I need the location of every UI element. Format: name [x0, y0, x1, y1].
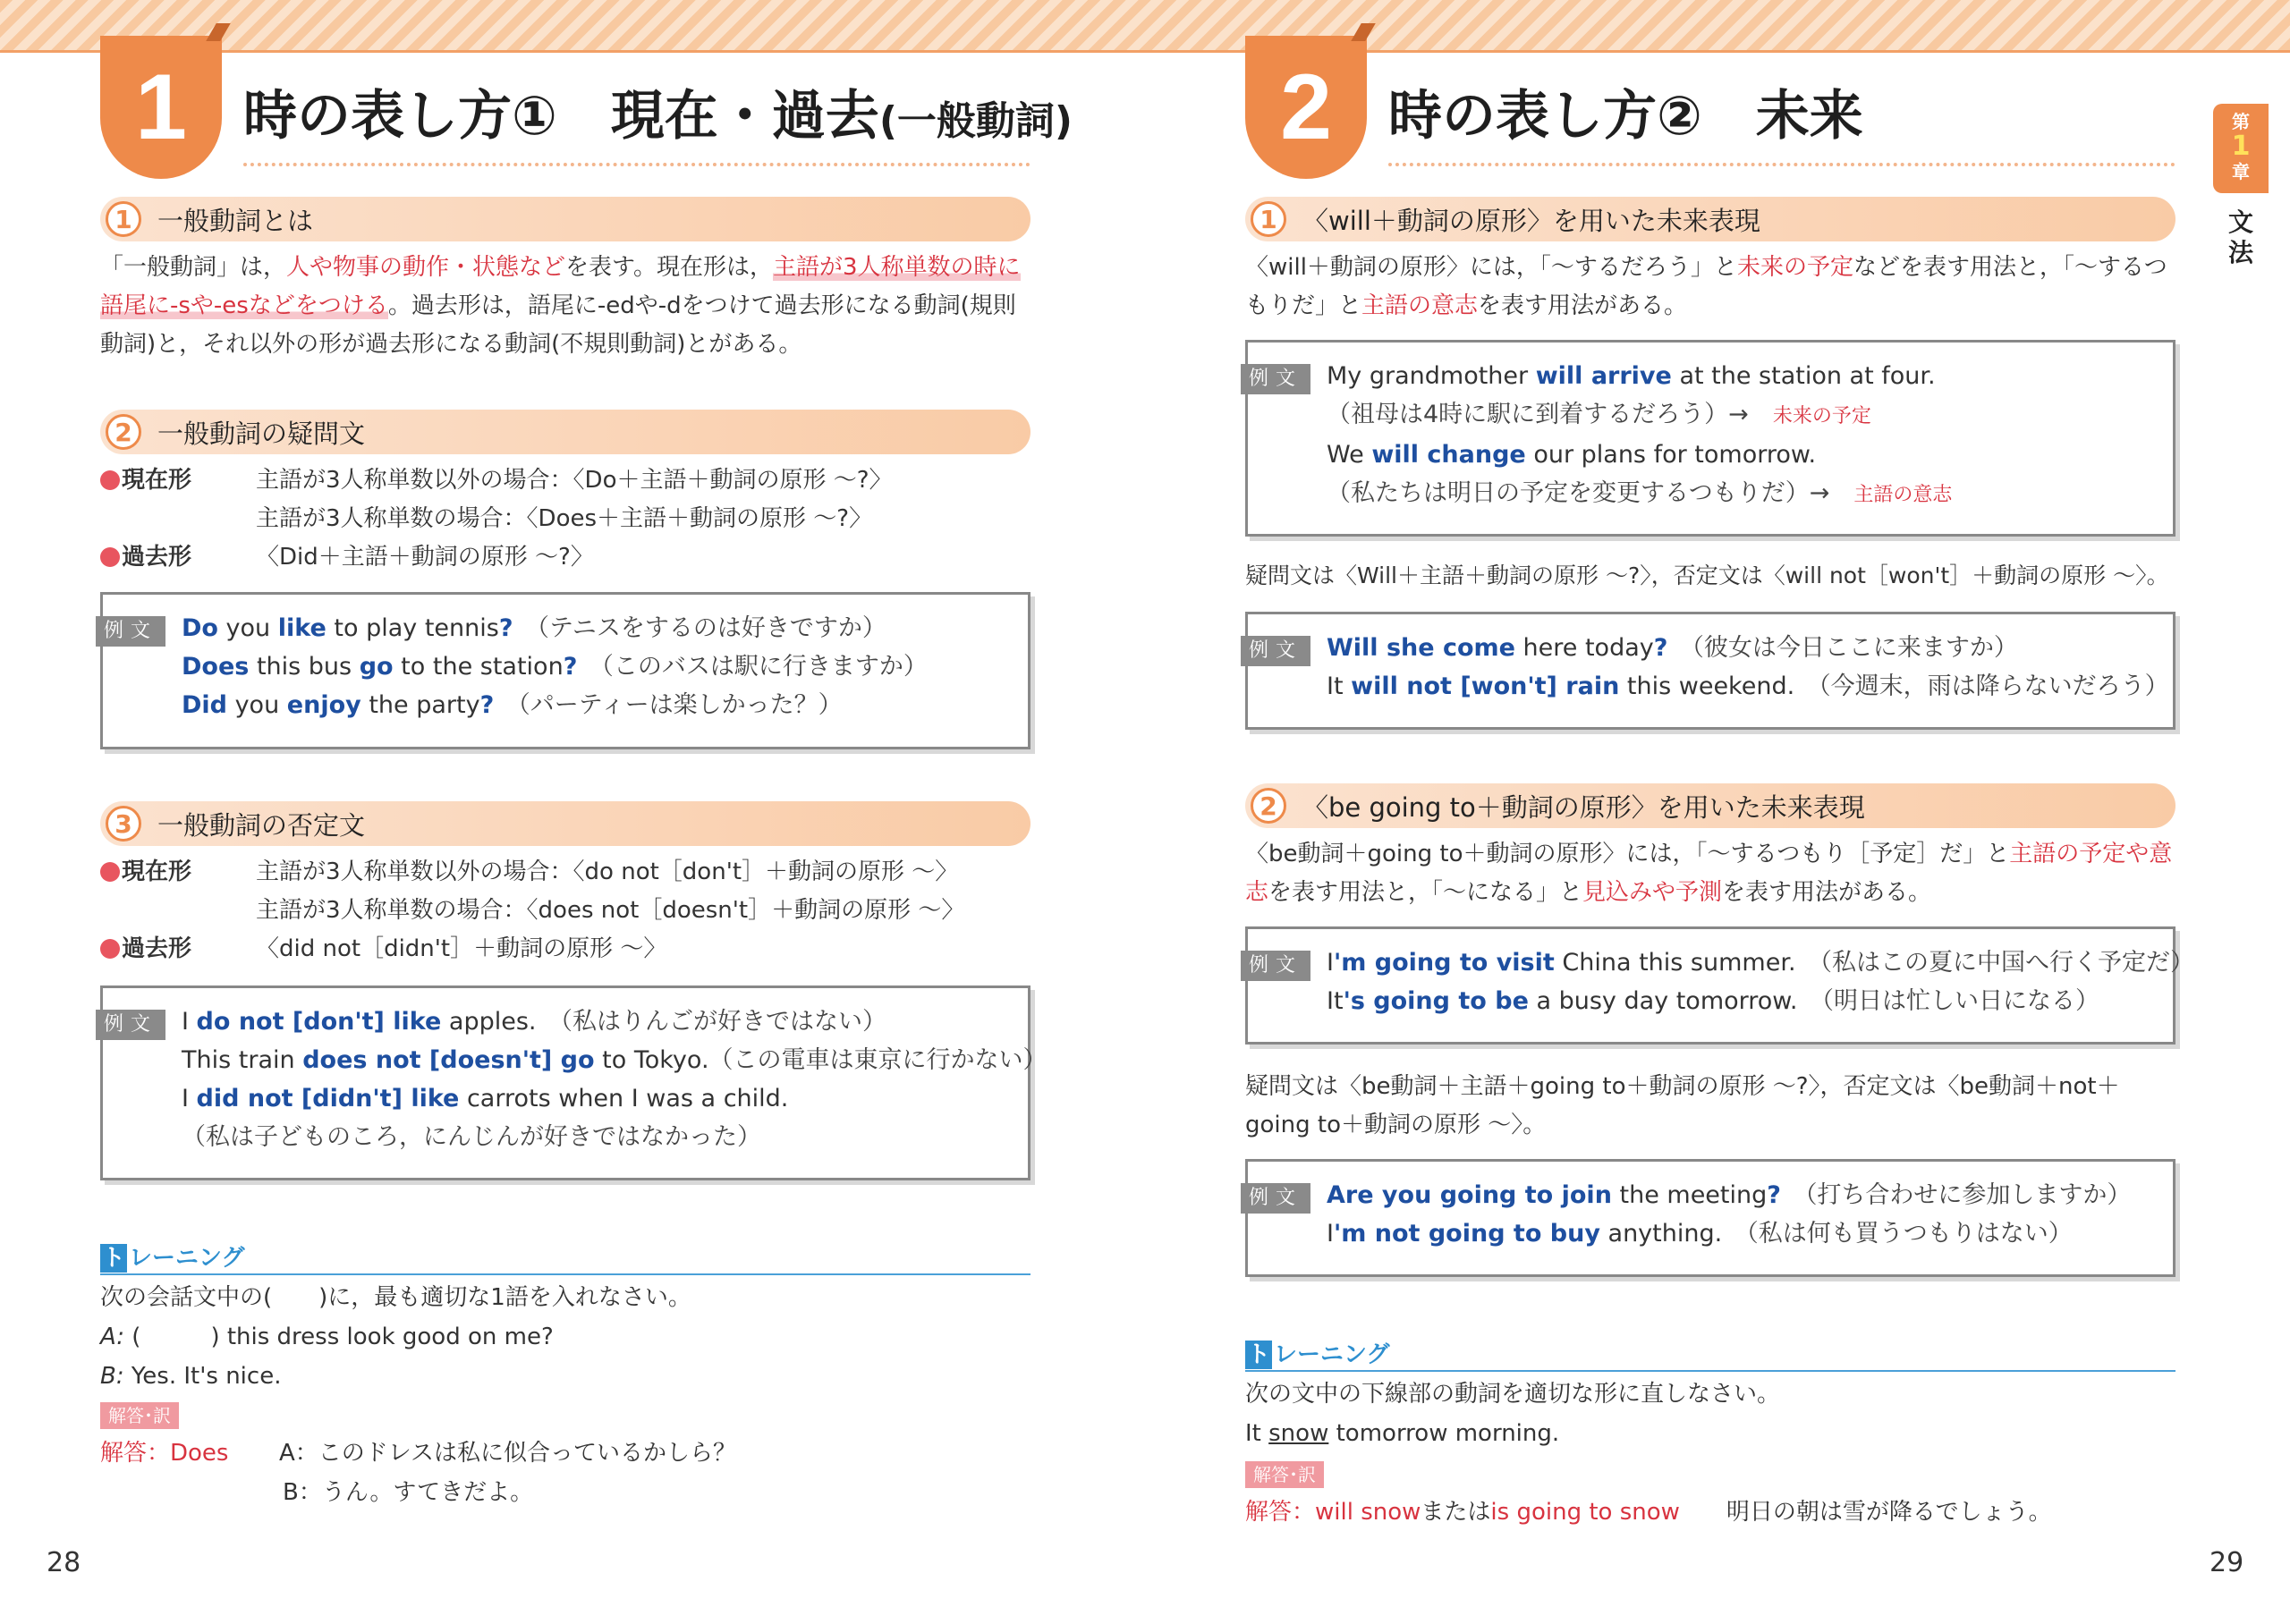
rule-label: 過去形 — [122, 544, 192, 571]
example-sentence — [1327, 982, 2155, 1020]
highlight: Does — [182, 653, 250, 681]
training-question: 次の文中の下線部の動詞を適切な形に直しなさい。 — [1245, 1381, 1781, 1408]
highlight-text: 未来の予定 — [1736, 254, 1853, 281]
highlight: 's going to be — [1343, 987, 1529, 1015]
highlight: will change — [1371, 441, 1526, 469]
text: to play tennis — [326, 614, 499, 642]
example-sentence — [1327, 357, 2155, 395]
page-number: 28 — [47, 1547, 81, 1578]
text: I — [1327, 949, 1334, 977]
text: It — [1327, 987, 1344, 1015]
training-icon: ト — [101, 1245, 125, 1272]
highlight: will arrive — [1535, 362, 1672, 390]
training-sentence — [1245, 1415, 2176, 1453]
training-title: レーニング — [1274, 1341, 1390, 1368]
text: I — [182, 1008, 197, 1036]
rule-row — [256, 500, 872, 538]
highlight: ? — [1653, 634, 1668, 662]
unit-number-tab: 2 — [1245, 36, 1367, 179]
section-title: 一般動詞とは — [157, 205, 314, 236]
rule-label: 過去形 — [122, 935, 192, 962]
chapter-name: 文法 — [2227, 207, 2253, 267]
text: 〈will＋動詞の原形〉には，「～するだろう」と — [1245, 254, 1737, 281]
text: this bus — [249, 653, 360, 681]
section-heading — [100, 410, 1030, 454]
example-sentence — [182, 647, 1010, 686]
highlight-text: 主語の意志 — [1361, 292, 1479, 319]
translation: （テニスをするのは好きですか） — [537, 614, 886, 642]
highlight: will not [won't] rain — [1351, 672, 1620, 700]
rule-label: 現在形 — [122, 859, 192, 885]
page-title — [243, 73, 1073, 166]
text: China this summer. — [1554, 949, 1796, 977]
text: a busy day tomorrow. — [1528, 987, 1798, 1015]
text: などを表す用法と，「～するつもりだ」と — [1245, 254, 2167, 319]
text: anything. — [1599, 1220, 1723, 1248]
section-heading — [100, 801, 1030, 846]
example-sentence — [1327, 1214, 2155, 1253]
section-text — [1245, 835, 2176, 912]
highlight: do not [don't] like — [196, 1008, 442, 1036]
highlight-text: 人や物事の動作・状態など — [286, 254, 566, 281]
example-sentence — [182, 686, 1010, 724]
rule-text: 〈Did＋主語＋動詞の原形 ～?〉 — [256, 544, 594, 571]
example-sentence — [1327, 943, 2195, 982]
rule-row — [100, 930, 666, 968]
translation: （このバスは駅に行きますか） — [601, 653, 928, 681]
text: apples. — [441, 1008, 537, 1036]
question-form-text: 疑問文は〈be動詞＋主語＋going to＋動詞の原形 ～?〉，否定文は〈be動詞＋not＋going to＋動詞の原形 ～〉。 — [1245, 1073, 2120, 1138]
page-title: 時の表し方② 未来 — [1388, 73, 2176, 166]
answer-text: 解答：will snow — [1245, 1499, 1421, 1526]
text: It — [1327, 672, 1352, 700]
text: Yes. It's nice. — [123, 1363, 282, 1390]
section-heading — [1245, 783, 2176, 828]
dialogue-line — [100, 1318, 1030, 1357]
example-sentence — [182, 1002, 1010, 1041]
text: My grandmother — [1327, 362, 1536, 390]
rule-label: 現在形 — [122, 467, 192, 494]
text: を表す用法がある。 — [1722, 879, 1932, 906]
section-title: 〈be going to＋動詞の原形〉を用いた未来表現 — [1302, 791, 1865, 823]
text: you — [227, 691, 287, 719]
example-tag: 例文 — [1241, 636, 1310, 666]
section-number: 1 — [1251, 201, 1286, 237]
underlined-highlight: 主語が3人称単数の時に語尾に-sや-esなどをつける — [100, 254, 1021, 319]
page-title-main: 時の表し方① 現在・過去 — [243, 85, 879, 148]
bullet-dot-icon — [100, 939, 120, 959]
highlight: does not [doesn't] go — [302, 1046, 595, 1074]
text: ( ) this dress look good on me? — [124, 1324, 554, 1350]
section-heading — [100, 197, 1030, 241]
translation: （私はりんごが好きではない） — [560, 1008, 886, 1036]
section-number: 2 — [1251, 788, 1286, 824]
text: This train — [182, 1046, 303, 1074]
answer-tag: 解答･訳 — [1245, 1461, 1324, 1488]
example-sentence — [182, 609, 1010, 647]
chapter-tab-suffix: 章 — [2232, 161, 2250, 182]
rule-row — [100, 853, 958, 892]
answer-translation: 明日の朝は雪が降るでしょう。 — [1726, 1499, 2052, 1526]
text: this weekend. — [1619, 672, 1795, 700]
example-sentence — [1327, 436, 2155, 474]
highlight: 'm going to visit — [1333, 949, 1555, 977]
text: to the station — [393, 653, 564, 681]
translation: （打ち合わせに参加しますか） — [1804, 1181, 2132, 1209]
highlight: go — [359, 653, 394, 681]
example-box — [1245, 1159, 2176, 1277]
training-icon: ト — [1246, 1341, 1270, 1368]
left-page — [0, 0, 1073, 1624]
text: to Tokyo. — [594, 1046, 709, 1074]
rule-text: 主語が3人称単数の場合：〈does not［doesn't］＋動詞の原形 ～〉 — [256, 897, 965, 924]
answer-text: is going to snow — [1490, 1499, 1680, 1526]
translation: （私は何も買うつもりはない） — [1746, 1220, 2073, 1248]
rule-row — [256, 892, 964, 930]
dialogue-line — [100, 1358, 1030, 1396]
highlight: ? — [563, 653, 578, 681]
training-heading — [100, 1239, 1030, 1275]
section-number: 3 — [106, 806, 141, 842]
translation: （彼女は今日ここに来ますか） — [1692, 634, 2018, 662]
text: We — [1327, 441, 1372, 469]
training-question: 次の会話文中の( )に，最も適切な1語を入れなさい。 — [100, 1284, 691, 1311]
answer-translation: A：このドレスは私に似合っているかしら？ — [279, 1440, 737, 1467]
text: tomorrow morning. — [1328, 1420, 1560, 1447]
example-box — [100, 592, 1030, 749]
usage-note: 未来の予定 — [1772, 405, 1871, 427]
rule-row — [100, 461, 893, 500]
unit-number-tab: 1 — [100, 36, 222, 179]
text: the party — [360, 691, 480, 719]
translation: （私はこの夏に中国へ行く予定だ） — [1819, 949, 2195, 977]
section-title: 一般動詞の否定文 — [157, 809, 366, 841]
text: I — [182, 1085, 197, 1112]
example-box — [1245, 926, 2195, 1045]
example-tag: 例文 — [96, 1010, 165, 1040]
highlight: Do — [182, 614, 218, 642]
answer-translation: B：うん。すてきだよ。 — [283, 1479, 534, 1506]
section-text — [100, 249, 1030, 364]
example-box — [100, 985, 1047, 1180]
section-number: 2 — [106, 414, 141, 450]
translation: （私たちは明日の予定を変更するつもりだ）→ — [1327, 479, 1830, 507]
example-sentence — [182, 1079, 1010, 1118]
text: 「一般動詞」は， — [100, 254, 287, 281]
section-heading — [1245, 197, 2176, 241]
example-sentence — [1327, 629, 2155, 667]
page-title-sub: (一般動詞) — [878, 98, 1073, 144]
translation: （この電車は東京に行かない） — [708, 1046, 1047, 1074]
highlight: Did — [182, 691, 227, 719]
bullet-dot-icon — [100, 547, 120, 567]
example-translation — [1327, 395, 2155, 436]
highlight: 'm not going to buy — [1333, 1220, 1600, 1248]
translation: （明日は忙しい日になる） — [1821, 987, 2099, 1015]
chapter-tab-prefix: 第 — [2232, 111, 2250, 132]
training-title: レーニング — [129, 1245, 245, 1272]
translation: （パーティーは楽しかった？） — [518, 691, 843, 719]
speaker-label: B: — [100, 1363, 124, 1390]
translation: （私は子どものころ，にんじんが好きではなかった） — [182, 1123, 761, 1151]
text: を表す用法がある。 — [1478, 292, 1688, 319]
answer-text: 解答：Does — [100, 1440, 229, 1467]
text: here today — [1514, 634, 1654, 662]
highlight-text: 主語の予定や意志 — [1245, 841, 2173, 906]
rule-text: 主語が3人称単数以外の場合：〈Do＋主語＋動詞の原形 ～?〉 — [256, 467, 893, 494]
highlight: ? — [1767, 1181, 1781, 1209]
text: the meeting — [1611, 1181, 1768, 1209]
chapter-tab-number: 1 — [2231, 131, 2251, 162]
highlight: Are you going to join — [1327, 1181, 1612, 1209]
highlight: did not [didn't] like — [196, 1085, 460, 1112]
answer-line — [1245, 1493, 2176, 1532]
rule-row — [100, 538, 594, 577]
highlight: ? — [498, 614, 513, 642]
example-tag: 例文 — [1241, 364, 1310, 394]
highlight: like — [277, 614, 327, 642]
translation: （祖母は4時に駅に到着するだろう）→ — [1327, 401, 1749, 428]
text: を表す。現在形は， — [565, 254, 773, 281]
text: our plans for tomorrow. — [1525, 441, 1817, 469]
text: carrots when I was a child. — [459, 1085, 789, 1112]
underlined-word: snow — [1268, 1420, 1329, 1447]
text: It — [1245, 1420, 1269, 1447]
example-box — [1245, 340, 2176, 537]
highlight: enjoy — [286, 691, 361, 719]
chapter-tab[interactable] — [2213, 104, 2269, 193]
bullet-dot-icon — [100, 862, 120, 882]
text: you — [217, 614, 278, 642]
training-heading — [1245, 1336, 2176, 1372]
answer-tag: 解答･訳 — [100, 1402, 179, 1429]
section-title: 〈will＋動詞の原形〉を用いた未来表現 — [1302, 205, 1760, 236]
question-form-text: 疑問文は〈Will＋主語＋動詞の原形 ～?〉，否定文は〈will not［won't］＋動詞の原形 ～〉。 — [1245, 562, 2169, 588]
rule-text: 〈did not［didn't］＋動詞の原形 ～〉 — [256, 935, 667, 962]
rule-text: 主語が3人称単数の場合：〈Does＋主語＋動詞の原形 ～?〉 — [256, 505, 873, 532]
example-tag: 例文 — [1241, 1183, 1310, 1214]
page-number: 29 — [2209, 1547, 2244, 1578]
text: 。過去形は，語尾に-edや-dをつけて過去形になる動詞(規則動詞)と，それ以外の形が過去形になる動詞(不規則動詞)とがある。 — [100, 292, 1016, 358]
usage-note: 主語の意志 — [1853, 484, 1953, 506]
highlight: ? — [479, 691, 495, 719]
example-sentence — [1327, 667, 2169, 706]
section-title: 一般動詞の疑問文 — [157, 418, 366, 449]
example-sentence — [182, 1041, 1047, 1079]
text: I — [1327, 1220, 1334, 1248]
translation: （今週末，雨は降らないだろう） — [1819, 672, 2169, 700]
section-number: 1 — [106, 201, 141, 237]
text: at the station at four. — [1671, 362, 1936, 390]
example-box — [1245, 612, 2176, 730]
text: または — [1421, 1499, 1491, 1526]
highlight: Will she come — [1327, 634, 1515, 662]
rule-text: 主語が3人称単数以外の場合：〈do not［don't］＋動詞の原形 ～〉 — [256, 859, 959, 885]
speaker-label: A: — [100, 1324, 125, 1350]
example-tag: 例文 — [1241, 951, 1310, 981]
text: を表す用法と，「～になる」と — [1268, 879, 1583, 906]
text: 〈be動詞＋going to＋動詞の原形〉には，「～するつもり［予定］だ」と — [1245, 841, 2010, 867]
example-tag: 例文 — [96, 616, 165, 647]
example-sentence — [1327, 1176, 2155, 1214]
bullet-dot-icon — [100, 470, 120, 490]
example-translation — [1327, 474, 2155, 514]
highlight-text: 見込みや予測 — [1582, 879, 1723, 906]
section-text — [1245, 249, 2176, 326]
